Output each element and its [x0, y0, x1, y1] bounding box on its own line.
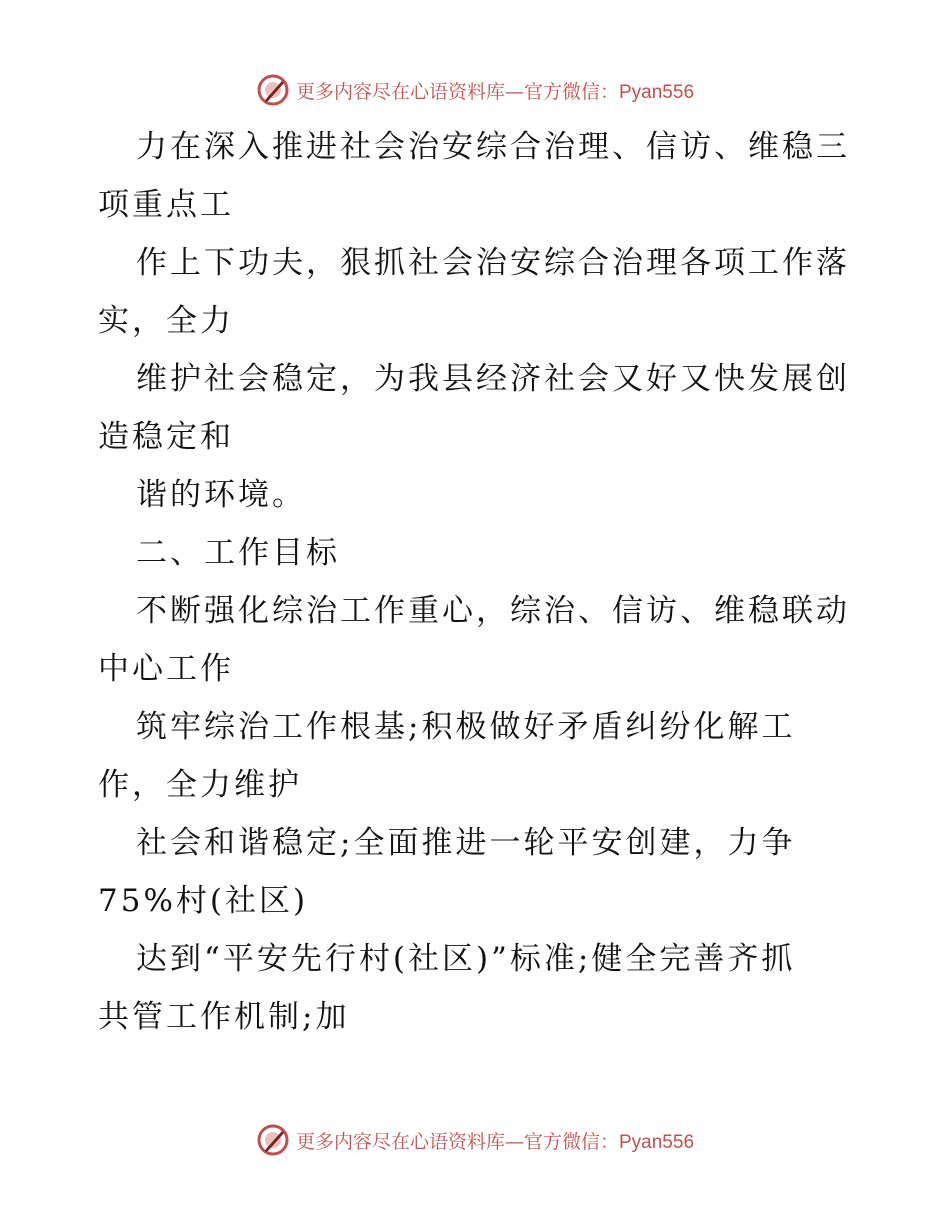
- text-line: 实，全力: [98, 303, 234, 339]
- footer-watermark: [0, 1120, 950, 1160]
- text-line: 维护社会稳定，为我县经济社会又好又快发展创: [136, 361, 850, 397]
- pen-logo-icon: [256, 1123, 290, 1157]
- watermark-dash: —: [504, 80, 524, 103]
- text-line: 谐的环境。: [136, 477, 306, 513]
- document-body: [98, 118, 858, 1046]
- text-line: 二、工作目标: [136, 535, 340, 571]
- watermark-wechat-id: Pyan556: [619, 1131, 695, 1153]
- text-line: 作上下功夫，狠抓社会治安综合治理各项工作落: [136, 245, 850, 281]
- text-line: 力在深入推进社会治安综合治理、信访、维稳三: [136, 129, 850, 165]
- text-line: 达到“平安先行村(社区)”标准;健全完善齐抓: [136, 941, 796, 977]
- text-line: 共管工作机制;加: [98, 999, 350, 1035]
- text-line: 作，全力维护: [98, 767, 302, 803]
- text-line: 75%村(社区): [98, 883, 309, 919]
- text-line: 筑牢综治工作根基;积极做好矛盾纠纷化解工: [136, 709, 796, 745]
- watermark-dash: —: [504, 1130, 524, 1153]
- header-watermark: [0, 70, 950, 110]
- text-line: 造稳定和: [98, 419, 234, 455]
- watermark-wechat-label: 官方微信：: [523, 80, 619, 103]
- pen-logo-icon: [256, 73, 290, 107]
- text-line: 社会和谐稳定;全面推进一轮平安创建，力争: [136, 825, 796, 861]
- text-line: 中心工作: [98, 651, 234, 687]
- text-line: 不断强化综治工作重心，综治、信访、维稳联动: [136, 593, 850, 629]
- watermark-text: [296, 1127, 694, 1154]
- watermark-wechat-id: Pyan556: [619, 81, 695, 103]
- watermark-main-text: 更多内容尽在心语资料库: [295, 1130, 505, 1153]
- text-line: 项重点工: [98, 187, 234, 223]
- watermark-wechat-label: 官方微信：: [523, 1130, 619, 1153]
- watermark-text: [296, 77, 694, 104]
- watermark-main-text: 更多内容尽在心语资料库: [295, 80, 505, 103]
